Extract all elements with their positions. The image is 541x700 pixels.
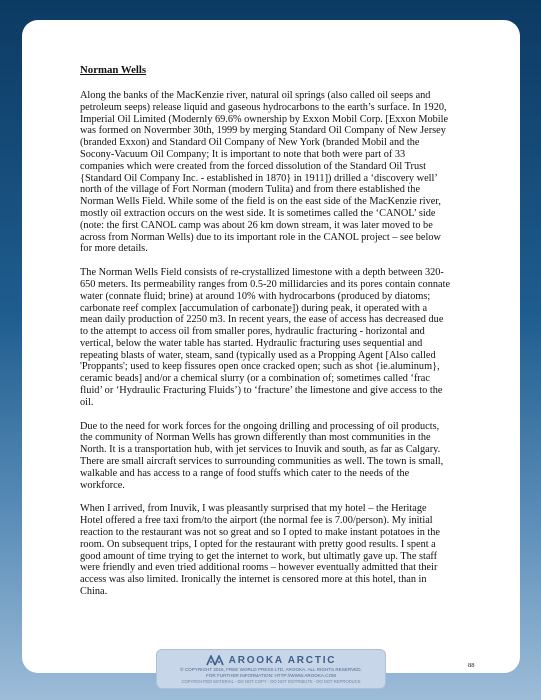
paragraph-4: When I arrived, from Inuvik, I was pleasantly surprised that my hotel – the Heritage Hotel offered a free taxi from/to the airport (the normal fee is 7.00/person). My initial reaction to the restaurant was not so great and so I opted to make instant potatoes in the room. On subsequent trips, I opted for the restaurant with pretty good results. I spent a good amount of time trying to get the internet to work, but ultimatly gave up. The staff were friendly and even tried additional rooms – however eventually admitted that their access was also limited. Ironically the internet is censored more at this hotel, than in China. [80, 503, 441, 598]
paragraph-1: Along the banks of the MacKenzie river, natural oil springs (also called oil seeps and petroleum seeps) release liquid and gaseous hydrocarbons to the earth’s surface. In 1920, Imperial Oil Limited (Modernly 69.6% ownership by Exxon Mobil Corp. [Exxon Mobile was formed on Novermber 30th, 1999 by merging Standard Oil Company of New Jersey (branded Exxon) and Standard Oil Company of New York (branded Mobil and the Socony-Vacuum Oil Company; It is important to note that both were part of 33 companies which were created from the forced dissolution of the Standard Oil Trust {Standard Oil Company Inc. - established in 1870} in 1911]) drilled a ‘discovery well’ north of the village of Fort Norman (modern Tulita) and from there established the Norman Wells Field. While some of the field is on the east side of the MacKenzie river, mostly oil extraction occurs on the west side. It is sometimes called the ‘CANOL’ side (note: the first CANOL camp was about 26 km down stream, it was later moved to be across from Norman Wells) due to its important role in the CANOL project – see below for more details. [80, 89, 449, 255]
info-line: FOR FURTHER INFORMATION: HTTP://WWW.AROOKA.COM [206, 673, 336, 678]
document-title: Norman Wells [80, 64, 147, 76]
paragraph-3: Due to the need for work forces for the ongoing drilling and processing of oil products, the community of Norman Wells has grown differently than most communities in the North. It is a transportation hub, with jet services to Inuvik and south, as far as Calgary. There are small aircraft services to surrounding communities as well. The town is small, walkable and has access to a range of food stuffs which cater to the needs of the workforce. [80, 420, 444, 491]
publisher-footer [156, 649, 386, 689]
paragraph-2: The Norman Wells Field consists of re-crystallized limestone with a depth between 320- 650 meters. Its permeability ranges from 0.5-20 millidarcies and its pores contain connate water (connate fluid; brine) at around 10% with hydrocarbons (produced by diatoms; carbonate reef complex [accumulation of carbonate]) during peak, it operated with a mean daily production of 2250 m3. In recent years, the ease of access has decreased due to the attempt to access oil from smaller pores, hydraulic fracturing - horizontal and vertical, below the water table has started. Hydraulic fracturing uses sequential and repeating blasts of water, steam, sand (typically used as a Propping Agent [Also called 'Proppants'; used to keep fissures open once cracked open; such as shot {ie.aluminum}, ceramic beads] and/or a chemical slurry (or a combination of; sometimes called ‘frac fluid’ or ‘Hydraulic Fracturing Fluids’) to ‘fracture’ the limestone and give access to the oil. [80, 267, 451, 408]
arooka-logo-icon [206, 655, 224, 666]
footer-brand [157, 653, 385, 667]
copyright-line: © COPYRIGHT 2016, FREE WORLD PRESS LTD, AROOKA. ALL RIGHTS RESERVED. [180, 667, 362, 672]
brand-name: AROOKA ARCTIC [228, 654, 337, 666]
page-number: 88 [468, 662, 475, 669]
notice-line: COPYRIGHTED MATERIAL - DO NOT COPY - DO NOT DISTRIBUTE - DO NOT REPRODUCE [181, 679, 361, 684]
document-page [22, 20, 520, 673]
